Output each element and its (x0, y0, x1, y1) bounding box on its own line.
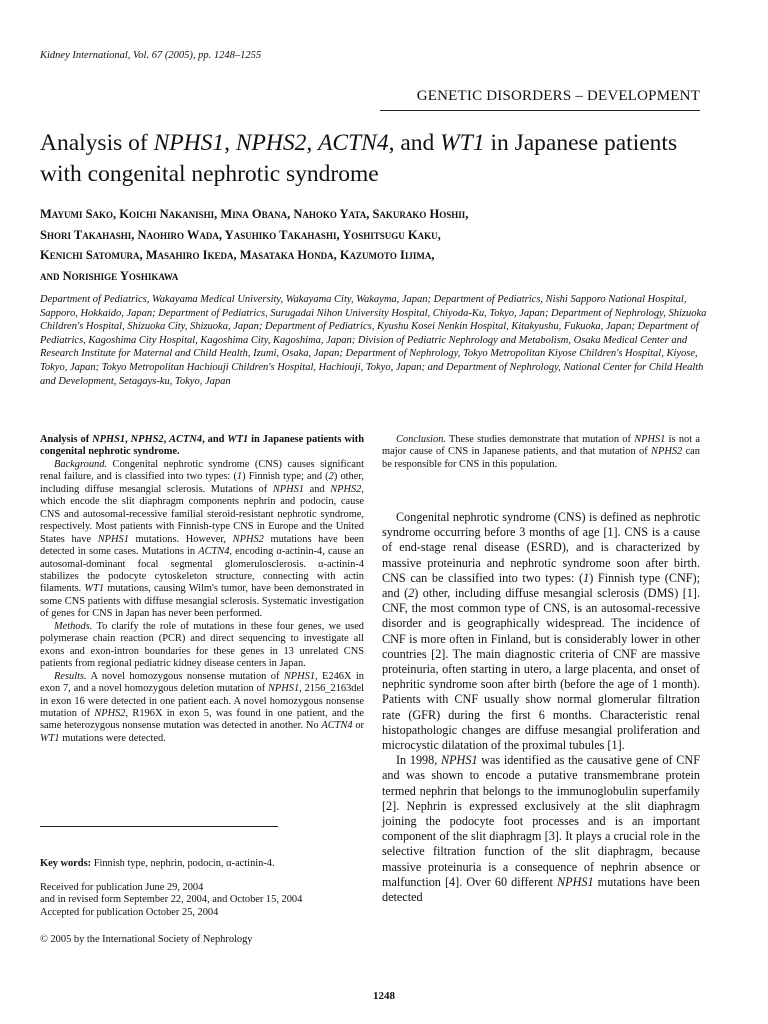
journal-citation: Kidney International, Vol. 67 (2005), pp. 1248–1255 (40, 50, 262, 61)
author-line: Mayumi Sako, Koichi Nakanishi, Mina Obana, Nahoko Yata, Sakurako Hoshii, (40, 207, 469, 221)
section-heading: GENETIC DISORDERS – DEVELOPMENT (416, 88, 700, 104)
abstract-results: Results. A novel homozygous nonsense mutation of NPHS1, E246X in exon 7, and a novel homozygous deletion mutation of NPHS1, 2156_2163del in exon 16 were detected in one patient each. A novel homozygous nonsense mutation of NPHS2, R196X in exon 5, was found in one patient, and the same heterozygous nonsense mutation was detected in another. No ACTN4 or WT1 mutations were detected. (40, 670, 365, 744)
keywords: Key words: Finnish type, nephrin, podocin, α-actinin-4. (40, 858, 275, 869)
page-number: 1248 (373, 990, 395, 1002)
article-title: Analysis of NPHS1, NPHS2, ACTN4, and WT1 in Japanese patients with congenital nephrotic syndrome (40, 130, 678, 187)
received-date: Received for publication June 29, 2004 (40, 882, 204, 893)
affiliations: Department of Pediatrics, Wakayama Medical University, Wakayama City, Wakayma, Japan; Department of Pediatrics, Nishi Sapporo National Hospital, Sapporo, Hokkaido, Japan; Department of Pediatrics, Surugadai Nihon University Hospital, Chiyoda-Ku, Tokyo, Japan; Department of Nephrology, Shizuoka Children's Hospital, Shizuoka City, Shizuoka, Japan; Department of Pediatrics, Kyushu Kosei Nenkin Hospital, Kitakyushu, Fukuoka, Japan; Department of Pediatrics, Kagoshima City Hospital, Kagoshima City, Kagoshima, Japan; Division of Pediatric Nephrology and Metabolism, Osaka Medical Center and Research Institute for Maternal and Child Health, Izumi, Osaka, Japan; Department of Nephrology, Tokyo Metropolitan Kiyose Children's Hospital, Kiyose, Tokyo, Japan; Tokyo Metropolitan Hachiouji Children's Hospital, Hachiouji, Tokyo, Japan; and Department of Nephrology, National Center for Child Health and Development, Setagays-ku, Tokyo, Japan (40, 294, 707, 387)
publication-dates (40, 882, 364, 919)
abstract-heading: Analysis of NPHS1, NPHS2, ACTN4, and WT1 in Japanese patients with congenital nephrotic syndrome. (40, 434, 365, 458)
author-line: Kenichi Satomura, Masahiro Ikeda, Masataka Honda, Kazumoto Iijima, (40, 248, 435, 262)
abstract-methods: Methods. To clarify the role of mutations in these four genes, we used polymerase chain reaction (PCR) and direct sequencing to investigate all exons and exon-intron boundaries for these genes in 13 unrelated CNS patients from regional pediatric kidney disease centers in Japan. (40, 620, 364, 670)
abstract-background: Background. Congenital nephrotic syndrome (CNS) causes significant renal failure, and is classified into two types: (1) Finnish type; and (2) other, including diffuse mesangial sclerosis. Mutations of NPHS1 and NPHS2, which encode the slit diaphragm components nephrin and podocin, cause CNS and autosomal-recessive familial steroid-resistant nephrotic syndrome, respectively. Most patients with Finnish-type CNS in Europe and the United States have NPHS1 mutations. However, NPHS2 mutations have been detected in some cases. Mutations in ACTN4, encoding α-actinin-4, cause an autosomal-dominant focal segmental glomerulosclerosis. α-actinin-4 stabilizes the podocyte cytoskeleton structure, connecting with actin filaments. WT1 mutations, causing Wilm's tumor, have been demonstrated in some CNS patients with diffuse mesangial sclerosis. Systematic investigation of genes for CNS in Japan has never been performed. (40, 458, 364, 620)
accepted-date: Accepted for publication October 25, 2004 (40, 906, 219, 918)
author-line: and Norishige Yoshikawa (40, 268, 179, 283)
body-paragraph: Congenital nephrotic syndrome (CNS) is defined as nephrotic syndrome occurring before 3 months of age [1]. CNS is a cause of end-stage renal disease (ESRD), and is characterized by massive proteinuria and nephrotic syndrome soon after birth. CNS can be classified into two types: (1) Finnish type (CNF); and (2) other, including diffuse mesangial sclerosis (DMS) [1]. CNF, the most common type of CNS, is an autosomal-recessive disorder and is geographically widespread. The incidence of CNF is more often in Finland, but is considerably lower in other countries [2]. The main diagnostic criteria of CNF are massive proteinuria, often starting in utero, a large placenta, and onset of nephritic syndrome soon after birth (before the age of 1 month). Patients with CNF usually show normal glomerular filtration rate (GFR) during the first 6 months. Characteristic renal histopathologic changes are diffuse mesangial proliferation and microcystic dilatation of the proximal tubules [1]. (382, 510, 701, 753)
body-paragraph: In 1998, NPHS1 was identified as the causative gene of CNF and was shown to encode a putative transmembrane protein termed nephrin that belongs to the immunoglobulin superfamily [2]. Nephrin is expressed exclusively at the slit diaphragm joining the podocyte foot processes and is an important component of the slit diaphragm [3]. It plays a crucial role in the selective filtration function of the slit diaphragm, because massive proteinuria is a consequence of nephrin absence or malfunction [4]. Over 60 different NPHS1 mutations have been detected (382, 753, 700, 905)
body-text (382, 510, 700, 905)
abstract (40, 434, 364, 745)
section-divider (380, 110, 700, 111)
abstract-conclusion: Conclusion. These studies demonstrate that mutation of NPHS1 is not a major cause of CNS in Japanese patients, and that mutation of NPHS2 can be responsible for CNS in this population. (382, 434, 700, 470)
footnote-divider (40, 826, 278, 827)
author-line: Shori Takahashi, Naohiro Wada, Yasuhiko Takahashi, Yoshitsugu Kaku, (40, 227, 441, 242)
copyright-notice: © 2005 by the International Society of Nephrology (40, 934, 253, 945)
revised-date: and in revised form September 22, 2004, and October 15, 2004 (40, 894, 303, 906)
author-list (40, 204, 720, 286)
